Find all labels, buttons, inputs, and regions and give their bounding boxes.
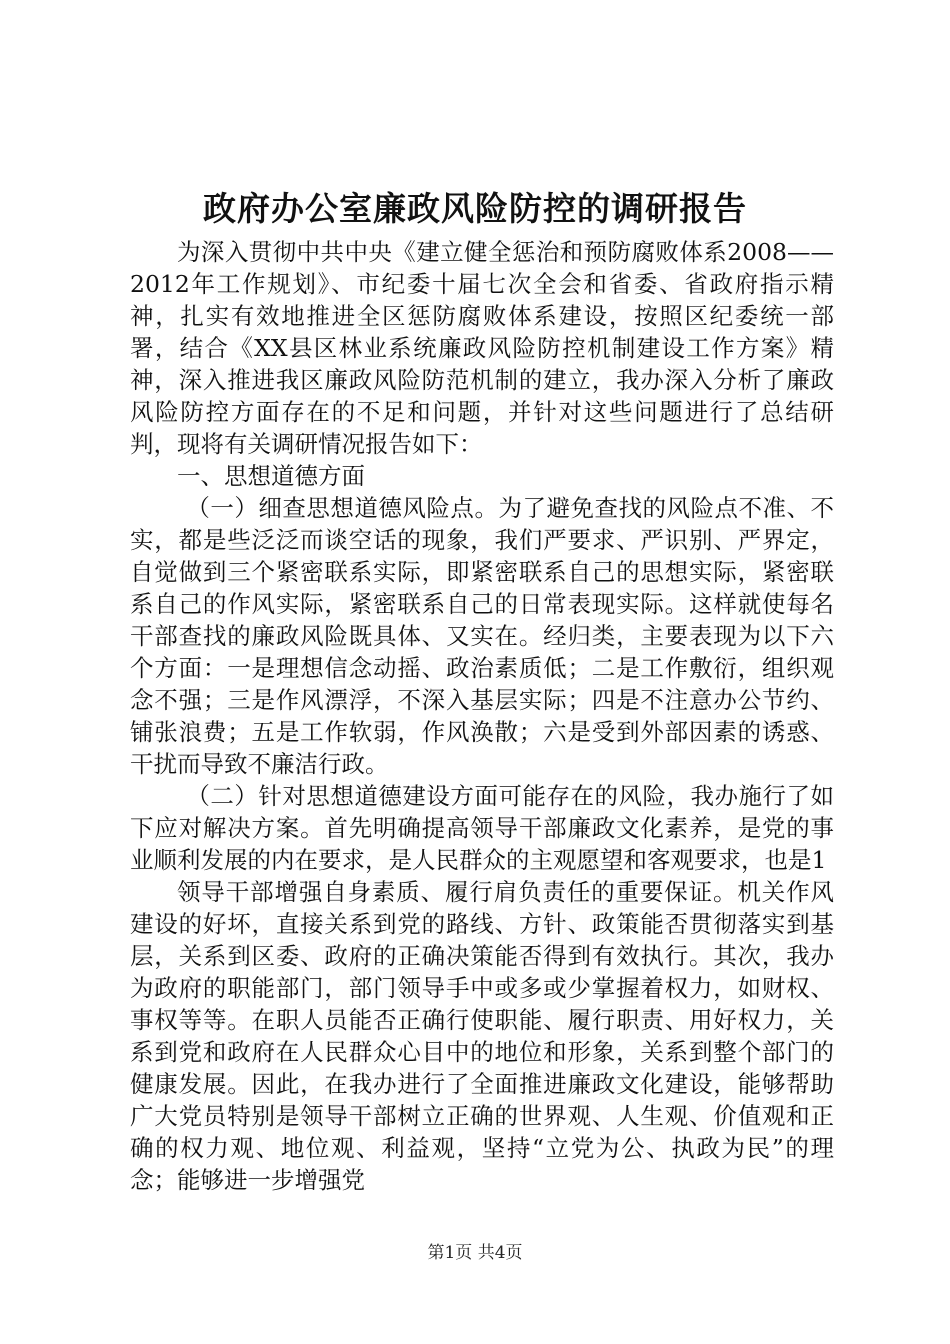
- paragraph-1-1: （一）细查思想道德风险点。为了避免查找的风险点不准、不实，都是些泛泛而谈空话的现象，我们严要求、严识别、严界定，自觉做到三个紧密联系实际，即紧密联系自己的思想实际，紧密联系自己的作风实际，紧密联系自己的日常表现实际。这样就使每名干部查找的廉政风险既具体、又实在。经归类，主要表现为以下六个方面：一是理想信念动摇、政治素质低；二是工作敷衍，组织观念不强；三是作风漂浮，不深入基层实际；四是不注意办公节约、铺张浪费；五是工作软弱，作风涣散；六是受到外部因素的诱惑、干扰而导致不廉洁行政。: [130, 494, 834, 778]
- paragraph-continued: 领导干部增强自身素质、履行肩负责任的重要保证。机关作风建设的好坏，直接关系到党的路线、方针、政策能否贯彻落实到基层，关系到区委、政府的正确决策能否得到有效执行。其次，我办为政府的职能部门，部门领导手中或多或少掌握着权力，如财权、事权等等。在职人员能否正确行使职能、履行职责、用好权力，关系到党和政府在人民群众心目中的地位和形象，关系到整个部门的健康发展。因此，在我办进行了全面推进廉政文化建设，能够帮助广大党员特别是领导干部树立正确的世界观、人生观、价值观和正确的权力观、地位观、利益观，坚持“立党为公、执政为民”的理念；能够进一步增强党: [130, 878, 834, 1194]
- paragraph-intro: 为深入贯彻中共中央《建立健全惩治和预防腐败体系2008——2012年工作规划》、市纪委十届七次全会和省委、省政府指示精神，扎实有效地推进全区惩防腐败体系建设，按照区纪委统一部署，结合《XX县区林业系统廉政风险防控机制建设工作方案》精神，深入推进我区廉政风险防范机制的建立，我办深入分析了廉政风险防控方面存在的不足和问题，并针对这些问题进行了总结研判，现将有关调研情况报告如下：: [130, 238, 834, 458]
- section-heading-1: 一、思想道德方面: [177, 462, 365, 490]
- document-title: 政府办公室廉政风险防控的调研报告: [203, 189, 747, 228]
- page-indicator: 第1页 共4页: [427, 1243, 523, 1263]
- document-body: [130, 236, 834, 1196]
- paragraph-1-2: （二）针对思想道德建设方面可能存在的风险，我办施行了如下应对解决方案。首先明确提高领导干部廉政文化素养，是党的事业顺利发展的内在要求，是人民群众的主观愿望和客观要求，也是1: [130, 782, 834, 874]
